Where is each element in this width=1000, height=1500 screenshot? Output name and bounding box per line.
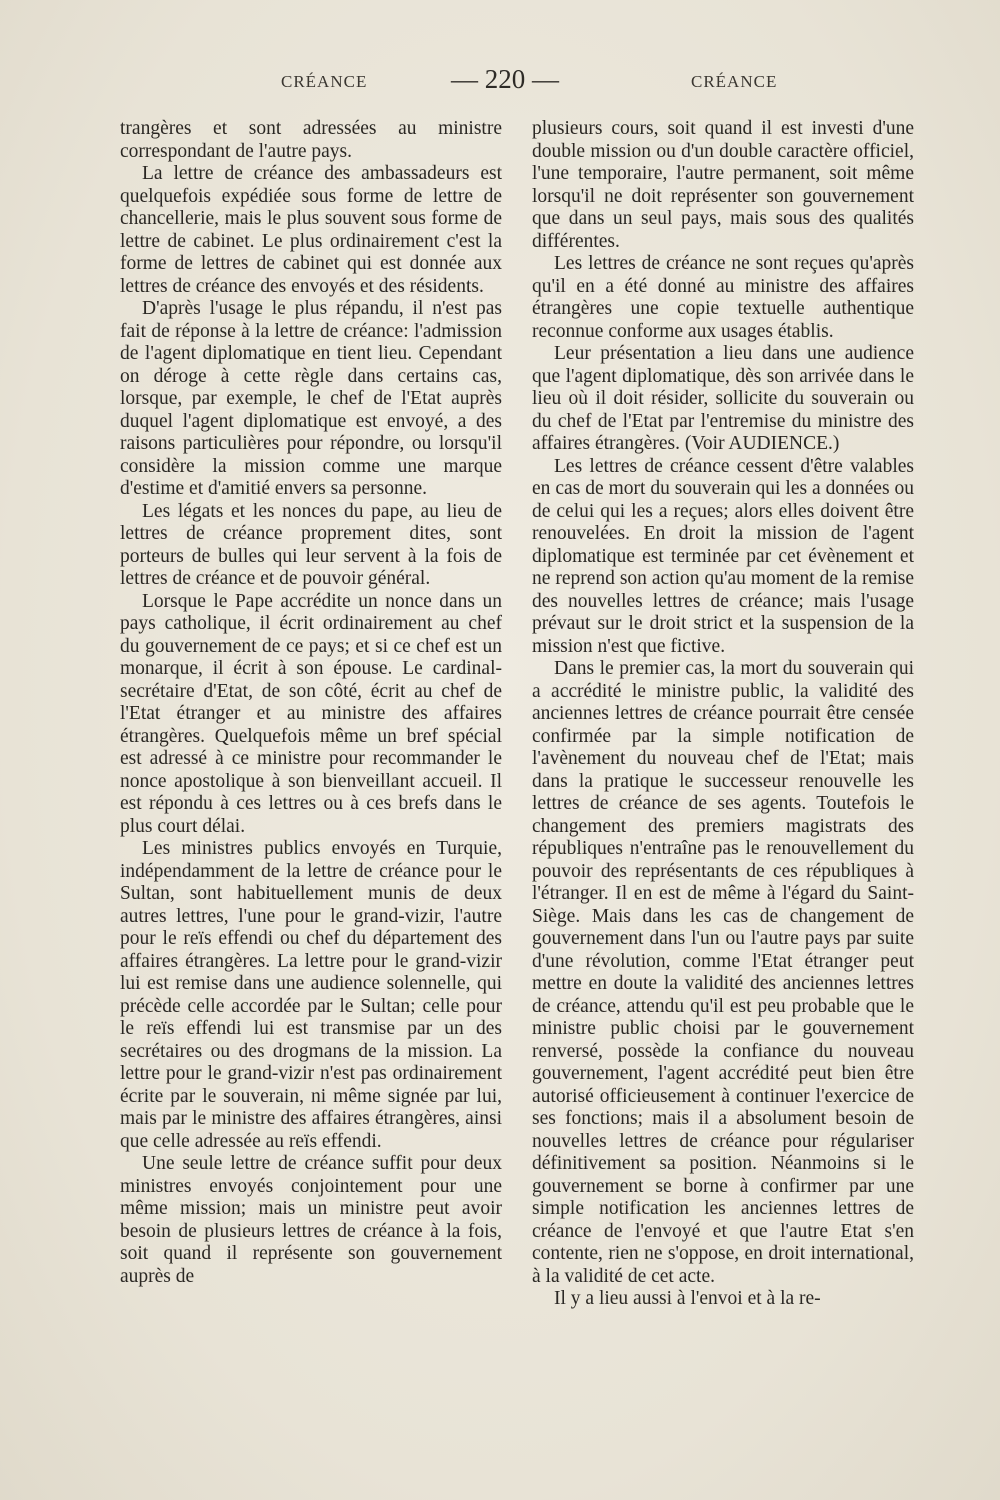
paragraph: Les lettres de créance cessent d'être valables en cas de mort du souverain qui les a données ou de celui qui les a reçues; alors elles doivent être renouvelées. En droit la mission de l'agent diplomatique est terminée par cet évènement et ne reprend son action qu'au moment de la remise des nouvelles lettres de créance; mais l'usage prévaut sur le droit strict et la suspension de la mission n'est que fictive. bbox=[532, 455, 914, 657]
paragraph: Lorsque le Pape accrédite un nonce dans un pays catholique, il écrit ordinairement au chef du gouvernement de ce pays; et si ce chef est un monarque, il écrit à son épouse. Le cardinal-secrétaire d'Etat, de son côté, écrit au chef de l'Etat étranger et au ministre des affaires étrangères. Quelquefois même un bref spécial est adressé à ce ministre pour recommander le nonce apostolique à son bienveillant accueil. Il est répondu à ces lettres ou à ces brefs dans le plus court délai. bbox=[120, 590, 502, 837]
paragraph: Dans le premier cas, la mort du souverain qui a accrédité le ministre public, la validité des anciennes lettres de créance pourrait être censée confirmée par la simple notification de l'avènement du nouveau chef de l'Etat; mais dans la pratique le successeur renouvelle les lettres de créance de ses agents. Toutefois le changement des premiers magistrats des républiques n'entraîne pas le renouvellement du pouvoir des représentants de ces républiques à l'étranger. Il en est de même à l'égard du Saint-Siège. Mais dans les cas de changement de gouvernement dans l'un ou l'autre pays par suite d'une révolution, comme l'Etat étranger peut mettre en doute la validité des anciennes lettres de créance, attendu qu'il est peu probable que le ministre public choisi par le gouvernement renversé, possède la confiance du nouveau gouvernement, l'agent accrédité peut bien être autorisé officieusement à continuer l'exercice de ses fonctions; mais il a absolument besoin de nouvelles lettres de créance pour régulariser définitivement sa position. Néanmoins si le gouvernement se borne à confirmer par une simple notification les anciennes lettres de créance de l'envoyé et que l'autre Etat s'en contente, rien ne s'oppose, en droit international, à la validité de cet acte. bbox=[532, 658, 914, 1287]
left-text-column bbox=[120, 118, 502, 1288]
paragraph: Une seule lettre de créance suffit pour deux ministres envoyés conjointement pour une même mission; mais un ministre peut avoir besoin de plusieurs lettres de créance à la fois, soit quand il représente son gouvernement auprès de bbox=[120, 1153, 502, 1287]
paragraph: Les ministres publics envoyés en Turquie, indépendamment de la lettre de créance pour le Sultan, sont habituellement munis de deux autres lettres, l'une pour le grand-vizir, l'autre pour le reïs effendi ou chef du département des affaires étrangères. La lettre pour le grand-vizir lui est remise dans une audience solennelle, qui précède celle accordée par le Sultan; celle pour le reïs effendi lui est transmise par un des secrétaires ou des drogmans de la mission. La lettre pour le grand-vizir n'est pas ordinairement écrite par le souverain, ni même signée par lui, mais par le ministre des affaires étrangères, ainsi que celle adressée au reïs effendi. bbox=[120, 838, 502, 1152]
header-left-title: CRÉANCE bbox=[281, 72, 368, 91]
page-number: — 220 — bbox=[451, 64, 559, 94]
paragraph: D'après l'usage le plus répandu, il n'est pas fait de réponse à la lettre de créance: l'admission de l'agent diplomatique en tient lieu. Cependant on déroge à cette règle dans certains cas, lorsque, par exemple, le chef de l'Etat auprès duquel l'agent diplomatique est envoyé, a des raisons particulières pour répondre, ou lorsqu'il considère la mission comme une marque d'estime et d'amitié envers sa personne. bbox=[120, 298, 502, 499]
paragraph: trangères et sont adressées au ministre correspondant de l'autre pays. bbox=[120, 118, 502, 162]
paragraph: Les lettres de créance ne sont reçues qu'après qu'il en a été donné au ministre des affaires étrangères une copie textuelle authentique reconnue conforme aux usages établis. bbox=[532, 253, 914, 342]
right-text-column bbox=[532, 118, 914, 1311]
running-header bbox=[116, 64, 886, 100]
paragraph: La lettre de créance des ambassadeurs est quelquefois expédiée sous forme de lettre de chancellerie, mais le plus souvent sous forme de lettre de cabinet. Le plus ordinairement c'est la forme de lettres de cabinet qui est donnée aux lettres de créance des envoyés et des résidents. bbox=[120, 163, 502, 297]
paragraph: Leur présentation a lieu dans une audience que l'agent diplomatique, dès son arrivée dans le lieu où il doit résider, sollicite du souverain ou du chef de l'Etat par l'entremise du ministre des affaires étrangères. (Voir AUDIENCE.) bbox=[532, 343, 914, 454]
paragraph: Il y a lieu aussi à l'envoi et à la re- bbox=[554, 1288, 821, 1309]
header-right-title: CRÉANCE bbox=[691, 72, 778, 91]
paragraph: plusieurs cours, soit quand il est investi d'une double mission ou d'un double caractère officiel, l'une temporaire, l'autre permanent, soit même lorsqu'il ne doit représenter son gouvernement que dans un seul pays, mais sous des qualités différentes. bbox=[532, 118, 914, 252]
paragraph: Les légats et les nonces du pape, au lieu de lettres de créance proprement dites, sont porteurs de bulles qui leur servent à la fois de lettres de créance et de pouvoir général. bbox=[120, 500, 502, 589]
